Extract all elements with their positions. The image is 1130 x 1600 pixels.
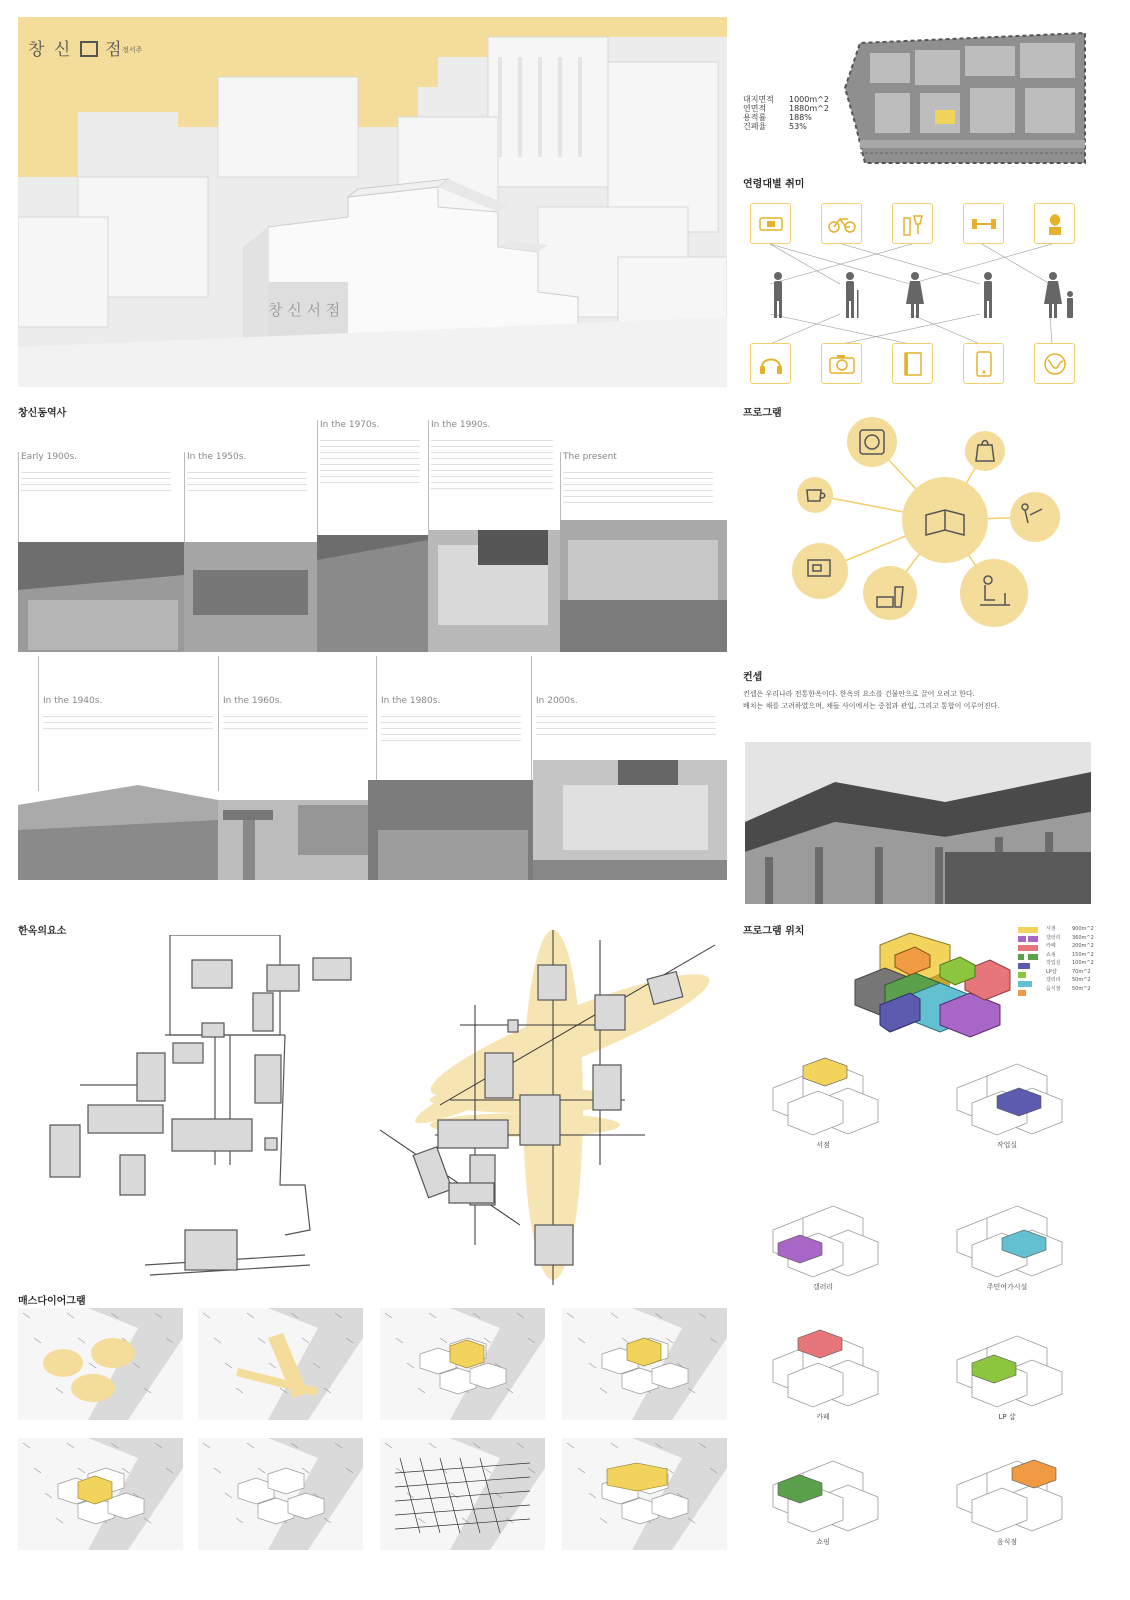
- legend-row: 갤러리 50m^2: [1046, 977, 1091, 983]
- history-photo-strip-top: [18, 520, 727, 652]
- program-iso-diagram: [758, 1320, 888, 1415]
- program-iso-diagram: [758, 1445, 888, 1540]
- timeline-1990s: In the 1990s.: [428, 420, 560, 540]
- concept-title: 컨셉: [743, 672, 763, 683]
- mass-diagram-step: [198, 1438, 363, 1550]
- program-iso-label: 작업실: [996, 1141, 1018, 1149]
- history-photo-strip-bottom: [18, 760, 727, 880]
- program-iso-diagram: [758, 1048, 888, 1143]
- program-iso-label: 서점: [816, 1141, 830, 1149]
- mass-diagram-step: [198, 1308, 363, 1420]
- age-figures: [760, 270, 1080, 322]
- concept-text: 컨셉은 우리나라 전통한옥이다. 한옥의 요소를 건물안으로 끌어 오려고 한다. 배치는 채를 고려하였으며, 채들 사이에서는 중첩과 관입, 그리고 통합이 이루어진다.: [743, 690, 1000, 710]
- program-legend: [1046, 925, 1094, 993]
- program-iso-label: 갤러리: [812, 1283, 834, 1291]
- site-info-table: 대지면적 1000m^2 연면적 1880m^2 용적률 188% 건폐율 53%: [743, 95, 829, 131]
- legend-row: 카페 200m^2: [1046, 943, 1094, 949]
- program-iso-label: 카페: [816, 1413, 830, 1421]
- program-iso-diagram: [942, 1445, 1072, 1540]
- mass-diagram-step: [562, 1308, 727, 1420]
- mass-diagram-step: [18, 1438, 183, 1550]
- program-iso-label: 쇼핑: [816, 1538, 830, 1546]
- mass-diagram-step: [562, 1438, 727, 1550]
- program-iso-diagram: [942, 1048, 1072, 1143]
- timeline-2000s: In 2000s.: [531, 656, 727, 791]
- program-iso-main: [840, 925, 1020, 1045]
- history-title: 창신동역사: [18, 408, 67, 419]
- globe-travel-icon: [1034, 343, 1075, 384]
- legend-row: 음식점 50m^2: [1046, 985, 1091, 992]
- mass-diagram-title: 매스다이어그램: [18, 1296, 86, 1307]
- book-icon: [892, 343, 933, 384]
- hanok-title: 한옥의요소: [18, 926, 67, 937]
- hanok-plan-diagram: [45, 935, 365, 1280]
- bicycle-icon: [821, 203, 862, 244]
- hero-massing-render: [18, 17, 727, 387]
- program-location-title: 프로그램 위치: [743, 926, 805, 937]
- program-iso-diagram: [758, 1190, 888, 1285]
- legend-row: 작업실 100m^2: [1046, 960, 1094, 966]
- legend-row: 갤러리 360m^2: [1046, 934, 1094, 941]
- program-iso-label: 음식점: [996, 1538, 1018, 1546]
- poster-title: 창 신 점: [28, 40, 124, 60]
- legend-row: LP샵 70m^2: [1046, 968, 1091, 975]
- site-map: [835, 28, 1097, 168]
- legend-row: 서점 900m^2: [1046, 926, 1094, 932]
- text-placeholder-1900s: [21, 467, 171, 495]
- hanok-axis-diagram: [375, 925, 725, 1295]
- timeline-1980s: In the 1980s.: [376, 656, 531, 791]
- camera-icon: [821, 343, 862, 384]
- mass-diagram-step: [380, 1308, 545, 1420]
- mass-diagram-step: [18, 1308, 183, 1420]
- concept-hanok-photo: [745, 742, 1091, 904]
- timeline-1970s: In the 1970s.: [317, 420, 427, 540]
- author-name: 정서주: [122, 46, 143, 54]
- legend-swatches: [1016, 925, 1040, 997]
- dumbbell-icon: [963, 203, 1004, 244]
- game-icon: [750, 203, 791, 244]
- hero-sign-text: 창 신 서 점: [268, 301, 341, 319]
- hobby-title: 연령대별 취미: [743, 179, 805, 190]
- timeline-present: The present: [560, 452, 727, 542]
- program-iso-diagram: [942, 1320, 1072, 1415]
- program-bubble-diagram: [780, 415, 1100, 645]
- program-title: 프로그램: [743, 408, 782, 419]
- wine-icon: [892, 203, 933, 244]
- book-logo-icon: [80, 41, 98, 57]
- program-iso-label: 주민여가시설: [986, 1283, 1028, 1291]
- timeline-1900s: Early 1900s.: [18, 452, 183, 542]
- legend-row: 쇼핑 150m^2: [1046, 951, 1094, 958]
- program-iso-diagram: [942, 1190, 1072, 1285]
- timeline-1950s: In the 1950s.: [184, 452, 317, 542]
- program-iso-label: LP 샵: [998, 1413, 1016, 1421]
- smartphone-icon: [963, 343, 1004, 384]
- mass-diagram-step: [380, 1438, 545, 1550]
- timeline-1940s: In the 1940s.: [38, 656, 218, 791]
- plant-icon: [1034, 203, 1075, 244]
- timeline-1960s: In the 1960s.: [218, 656, 376, 791]
- headphones-icon: [750, 343, 791, 384]
- hero-render: [18, 17, 727, 387]
